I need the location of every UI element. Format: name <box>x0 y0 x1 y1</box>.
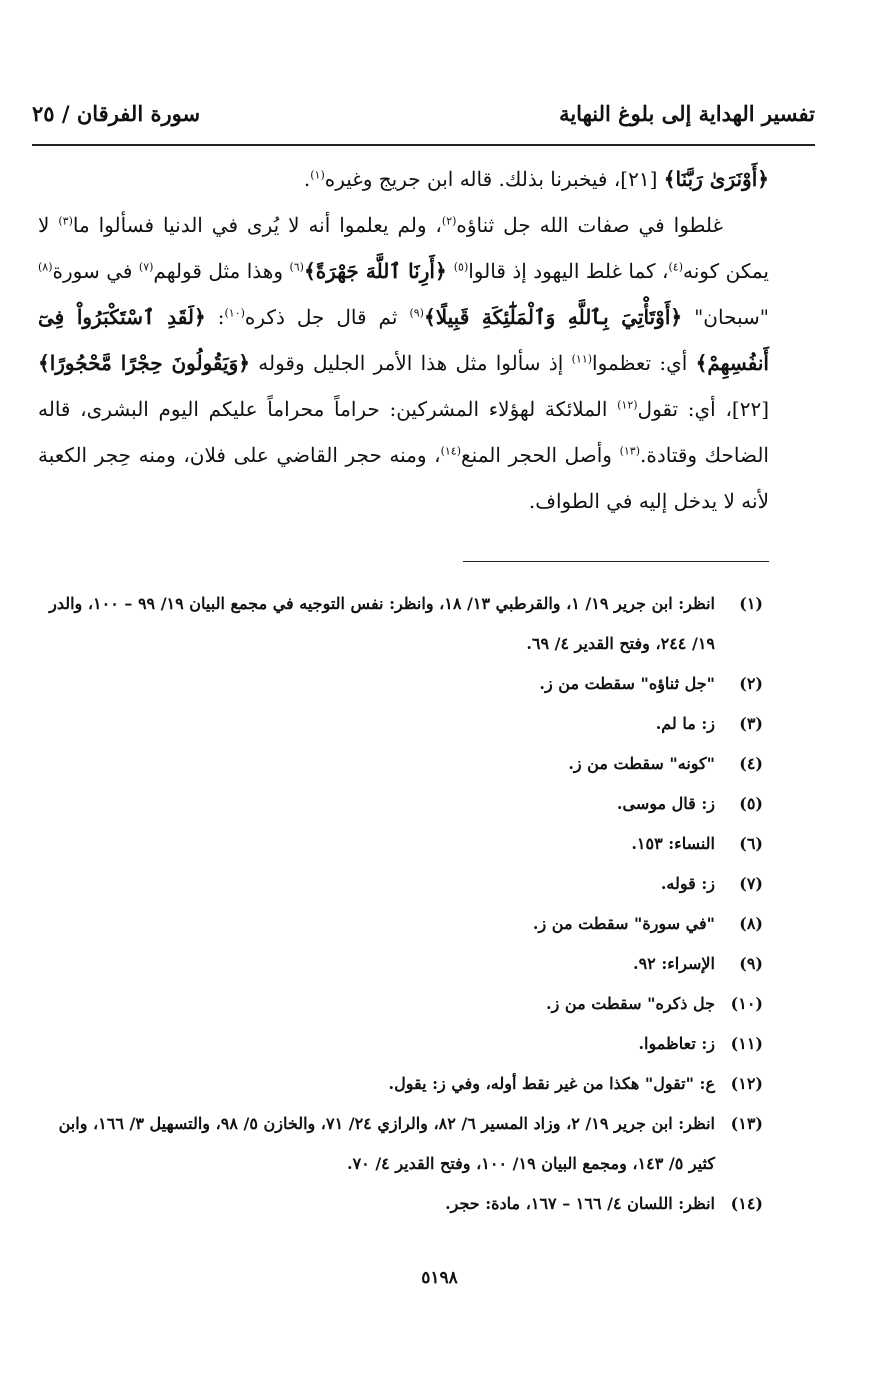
quran-verse: ﴿وَيَقُولُونَ حِجْرًا مَّحْجُورًا﴾ <box>38 351 250 375</box>
footnote-number: (٥) <box>739 794 763 813</box>
page-number: ٥١٩٨ <box>421 1268 458 1288</box>
footnote-number: (٤) <box>739 754 763 773</box>
footnote-text: "كونه" سقطت من ز. <box>568 754 715 773</box>
footnote-item <box>42 584 763 664</box>
footnote-text: انظر: اللسان ٤/ ١٦٦ – ١٦٧، مادة: حجر. <box>445 1194 715 1213</box>
footnote-number: (١٢) <box>730 1074 763 1093</box>
header-divider <box>32 144 815 146</box>
footnote-ref[interactable]: (٥) <box>453 260 469 274</box>
quran-verse: ﴿أَرِنَا ٱللَّهَ جَهْرَةً﴾ <box>303 259 454 283</box>
footnote-text: "جل ثناؤه" سقطت من ز. <box>539 674 715 693</box>
footnote-ref[interactable]: (١) <box>310 168 325 182</box>
footnotes-divider <box>463 561 769 562</box>
quran-verse: ﴿أَوْنَرَىٰ رَبَّنَا﴾ <box>663 167 769 191</box>
footnote-text: النساء: ١٥٣. <box>631 834 715 853</box>
text-run: . <box>303 167 311 191</box>
footnote-item <box>42 904 763 944</box>
footnote-ref[interactable]: (١١) <box>571 352 593 366</box>
footnote-text: انظر: ابن جرير ١٩/ ١، والقرطبي ١٣/ ١٨، وانظر: نفس التوجيه في مجمع البيان ١٩/ ٩٩ – ١٠٠، والدر ١٩/ ٢٤٤، وفتح القدير ٤/ ٦٩. <box>49 594 715 653</box>
footnote-item <box>42 944 763 984</box>
text-run: وهذا مثل قولهم <box>153 259 290 283</box>
footnote-ref[interactable]: (٦) <box>289 260 304 274</box>
footnote-item <box>42 744 763 784</box>
footnote-number: (١٣) <box>730 1114 763 1133</box>
footnote-ref[interactable]: (٣) <box>58 214 73 228</box>
text-run: ، ومنه حجر القاضي على فلان، ومنه حِجر الكعبة لأنه لا يدخل إليه في الطواف. <box>38 443 769 513</box>
text-run: لا يمكن كونه <box>38 213 769 283</box>
text-run: غلطوا في صفات الله جل ثناؤه <box>456 213 724 237</box>
quran-verse: ﴿أَوْتَأْتِيَ بِٱللَّهِ وَٱلْمَلَٰٓئِكَةِ قَبِيلًا﴾ <box>423 305 683 329</box>
footnote-item <box>42 864 763 904</box>
footnote-item <box>42 984 763 1024</box>
paragraph-2 <box>38 202 769 524</box>
footnote-item <box>42 1184 763 1224</box>
text-run: في سورة <box>52 259 139 283</box>
footnote-number: (٨) <box>739 914 763 933</box>
footnote-item <box>42 784 763 824</box>
text-run: [٢١]، فيخبرنا بذلك. قاله ابن جريج وغيره <box>324 167 664 191</box>
footnote-item <box>42 704 763 744</box>
footnote-text: انظر: ابن جرير ١٩/ ٢، وزاد المسير ٦/ ٨٢، والرازي ٢٤/ ٧١، والخازن ٥/ ٩٨، والتسهيل ٣/ ١٦٦، وابن كثير ٥/ ١٤٣، ومجمع البيان ١٩/ ١٠٠، وفتح القدير ٤/ ٧٠. <box>58 1114 715 1173</box>
running-header <box>32 94 815 134</box>
footnote-text: "في سورة" سقطت من ز. <box>532 914 715 933</box>
footnote-number: (٧) <box>739 874 763 893</box>
footnote-ref[interactable]: (٩) <box>409 306 424 320</box>
footnote-item <box>42 824 763 864</box>
footnote-number: (٦) <box>739 834 763 853</box>
footnote-ref[interactable]: (١٠) <box>224 306 245 320</box>
footnote-ref[interactable]: (٧) <box>138 260 154 274</box>
book-title: تفسير الهداية إلى بلوغ النهاية <box>559 101 815 126</box>
footnote-number: (١٠) <box>730 994 763 1013</box>
footnote-ref[interactable]: (١٣) <box>619 444 640 458</box>
text-run: ثم قال جل ذكره <box>244 305 410 329</box>
text-run: إذ سألوا مثل هذا الأمر الجليل وقوله <box>249 351 572 375</box>
footnote-ref[interactable]: (١٢) <box>617 398 638 412</box>
main-text <box>38 156 769 524</box>
footnote-ref[interactable]: (٤) <box>668 260 683 274</box>
footnote-text: ع: "تقول" هكذا من غير نقط أوله، وفي ز: يقول. <box>388 1074 715 1093</box>
footnote-number: (٣) <box>739 714 763 733</box>
text-run: ، كما غلط اليهود إذ قالوا <box>468 259 669 283</box>
footnote-ref[interactable]: (٢) <box>441 214 457 228</box>
quran-verse: ﴿لَقَدِ ٱسْتَكْبَرُواْ فِىٓ أَنفُسِهِمْ﴾ <box>38 305 769 375</box>
footnote-number: (٢) <box>739 674 763 693</box>
text-run: ، ولم يعلموا أنه لا يُرى في الدنيا فسألوا ما <box>72 213 442 237</box>
footnote-number: (١٤) <box>730 1194 763 1213</box>
paragraph-1 <box>38 156 769 202</box>
footnote-text: ز: قال موسى. <box>616 794 715 813</box>
footnote-text: ز: ما لم. <box>655 714 715 733</box>
footnote-item <box>42 1024 763 1064</box>
surah-page-label: سورة الفرقان / ٢٥ <box>32 101 201 126</box>
footnote-ref[interactable]: (٨) <box>38 260 53 274</box>
footnote-text: ز: تعاظموا. <box>638 1034 715 1053</box>
footnote-number: (١) <box>739 594 763 613</box>
text-run: "سبحان" <box>682 305 769 329</box>
footnote-item <box>42 664 763 704</box>
footnote-item <box>42 1104 763 1184</box>
footnote-text: جل ذكره" سقطت من ز. <box>546 994 715 1013</box>
text-run: وأصل الحجر المنع <box>461 443 620 467</box>
footnote-number: (١١) <box>730 1034 763 1053</box>
footnote-item <box>42 1064 763 1104</box>
footnote-ref[interactable]: (١٤) <box>440 444 462 458</box>
footnote-text: ز: قوله. <box>660 874 715 893</box>
text-run: : <box>205 305 225 329</box>
text-run: [٢٢]، أي: تقول <box>637 397 769 421</box>
text-run: الملائكة لهؤلاء المشركين: حراماً محراماً عليكم اليوم البشرى، قاله الضاحك وقتادة. <box>38 397 769 467</box>
footnote-text: الإسراء: ٩٢. <box>632 954 715 973</box>
text-run: أي: تعظموا <box>592 351 696 375</box>
footnote-number: (٩) <box>739 954 763 973</box>
footnotes <box>42 584 763 1224</box>
